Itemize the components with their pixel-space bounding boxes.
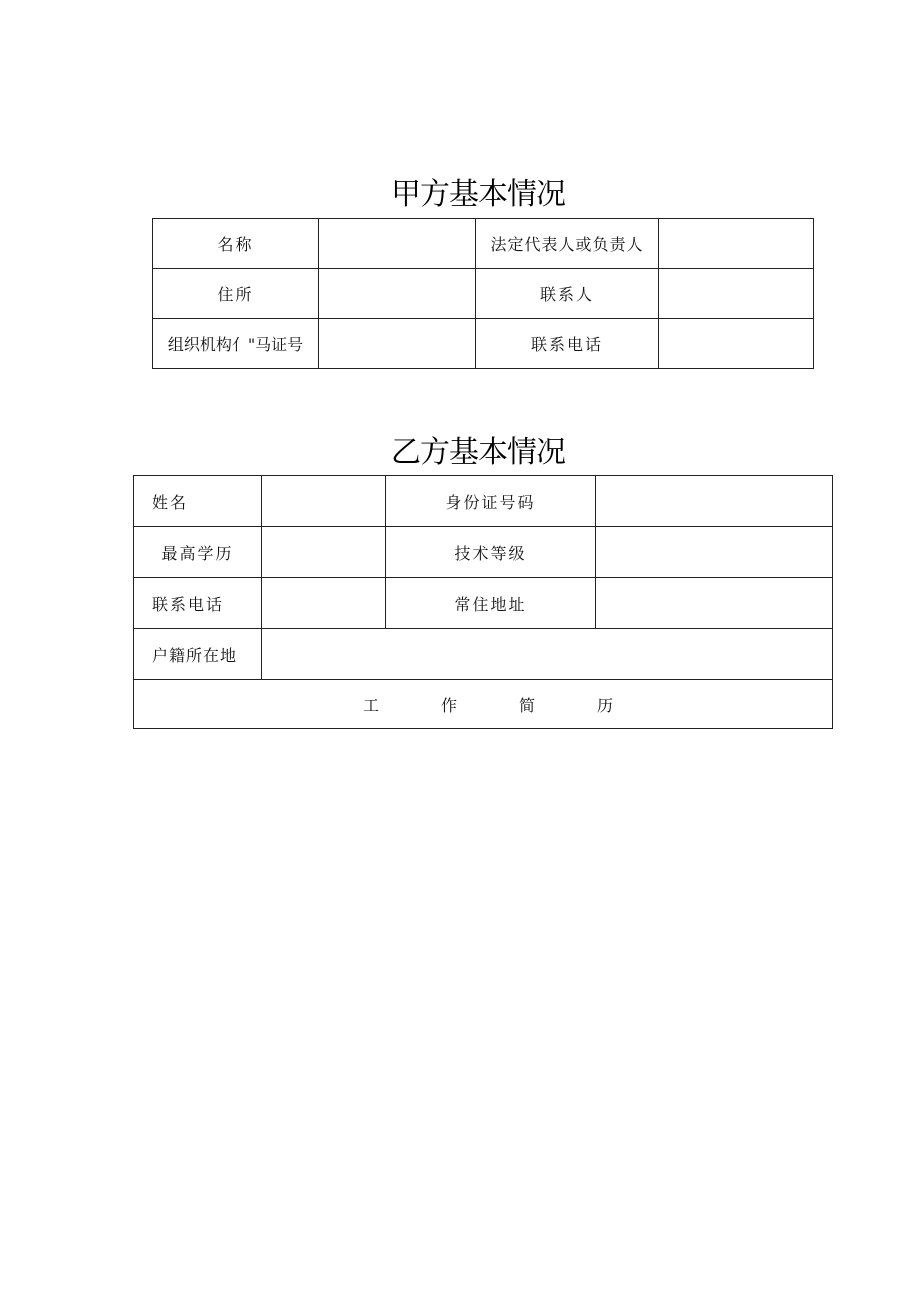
work-history-char: 工 xyxy=(362,695,379,715)
party-a-row-org xyxy=(153,319,814,369)
org-code-label: 组织机构亻"马证号 xyxy=(153,319,319,369)
name-label: 名称 xyxy=(153,219,319,269)
phone-field[interactable] xyxy=(659,319,814,369)
b-name-label: 姓名 xyxy=(134,476,262,527)
phone-label: 联系电话 xyxy=(476,319,659,369)
skill-label: 技术等级 xyxy=(386,527,596,578)
party-a-row-address xyxy=(153,269,814,319)
party-b-row-education xyxy=(134,527,833,578)
b-name-field[interactable] xyxy=(262,476,386,527)
address-label: 住所 xyxy=(153,269,319,319)
education-label: 最高学历 xyxy=(134,527,262,578)
work-history-char: 简 xyxy=(519,695,536,715)
party-a-row-name xyxy=(153,219,814,269)
b-phone-label: 联系电话 xyxy=(134,578,262,629)
skill-field[interactable] xyxy=(596,527,833,578)
legal-rep-field[interactable] xyxy=(659,219,814,269)
residence-label: 常住地址 xyxy=(386,578,596,629)
party-a-table xyxy=(152,218,814,369)
party-b-row-phone xyxy=(134,578,833,629)
id-label: 身份证号码 xyxy=(386,476,596,527)
work-history-char: 历 xyxy=(597,695,614,715)
party-b-row-name xyxy=(134,476,833,527)
contact-label: 联系人 xyxy=(476,269,659,319)
b-phone-field[interactable] xyxy=(262,578,386,629)
residence-field[interactable] xyxy=(596,578,833,629)
party-b-title: 乙方基本情况 xyxy=(391,435,565,470)
address-field[interactable] xyxy=(319,269,476,319)
legal-rep-label: 法定代表人或负责人 xyxy=(476,219,659,269)
contact-field[interactable] xyxy=(659,269,814,319)
hukou-field[interactable] xyxy=(262,629,833,680)
education-field[interactable] xyxy=(262,527,386,578)
name-field[interactable] xyxy=(319,219,476,269)
party-b-table xyxy=(133,475,833,729)
work-history-char: 作 xyxy=(440,695,457,715)
id-field[interactable] xyxy=(596,476,833,527)
party-b-row-hukou xyxy=(134,629,833,680)
work-history-header xyxy=(134,680,833,729)
org-code-field[interactable] xyxy=(319,319,476,369)
party-b-row-work-history xyxy=(134,680,833,729)
party-a-title: 甲方基本情况 xyxy=(391,177,565,212)
hukou-label: 户籍所在地 xyxy=(134,629,262,680)
